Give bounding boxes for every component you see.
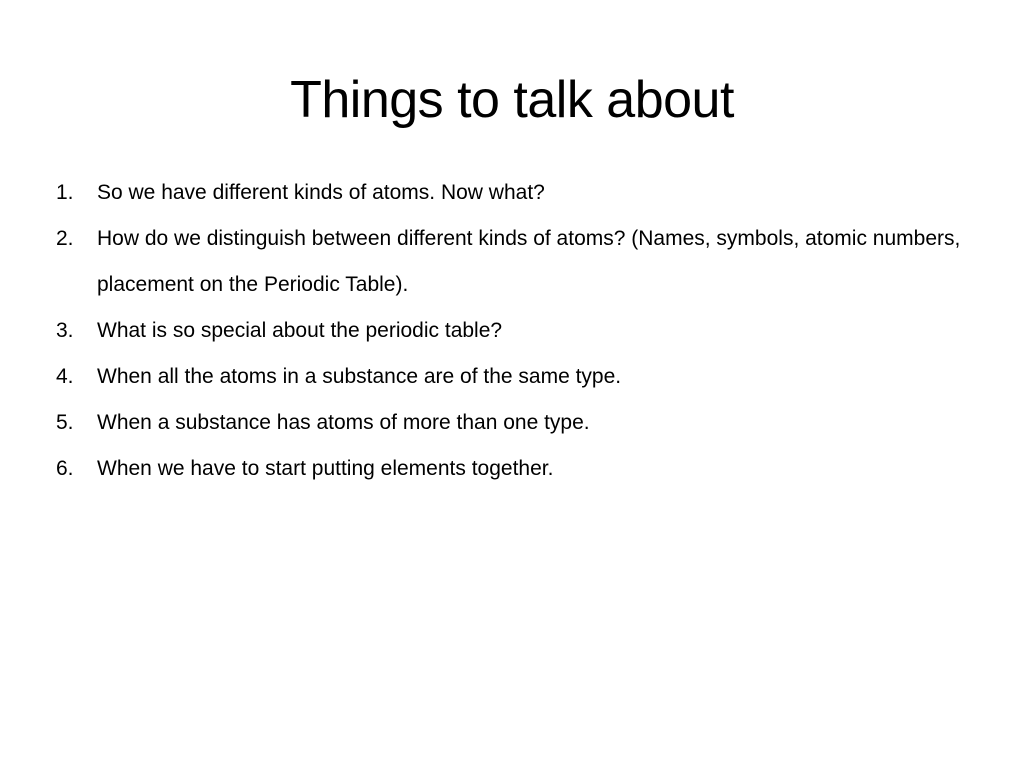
list-item xyxy=(56,400,976,446)
item-number: 6. xyxy=(56,457,74,480)
item-text: How do we distinguish between different kinds of atoms? (Names, symbols, atomic numbers, placement on the Periodic Table). xyxy=(97,227,961,296)
item-number: 3. xyxy=(56,319,74,342)
list-item xyxy=(56,446,976,492)
list-item xyxy=(56,308,976,354)
item-number: 1. xyxy=(56,181,74,204)
slide-title: Things to talk about xyxy=(290,71,734,129)
topic-list xyxy=(56,170,976,492)
item-text: What is so special about the periodic table? xyxy=(97,319,503,342)
item-number: 5. xyxy=(56,411,74,434)
item-text: So we have different kinds of atoms. Now what? xyxy=(97,181,545,204)
item-number: 2. xyxy=(56,227,74,250)
item-text: When all the atoms in a substance are of the same type. xyxy=(97,365,622,388)
item-number: 4. xyxy=(56,365,74,388)
list-item xyxy=(56,354,976,400)
list-item xyxy=(56,170,976,216)
item-text: When a substance has atoms of more than one type. xyxy=(97,411,590,434)
list-item xyxy=(56,216,976,308)
item-text: When we have to start putting elements together. xyxy=(97,457,554,480)
